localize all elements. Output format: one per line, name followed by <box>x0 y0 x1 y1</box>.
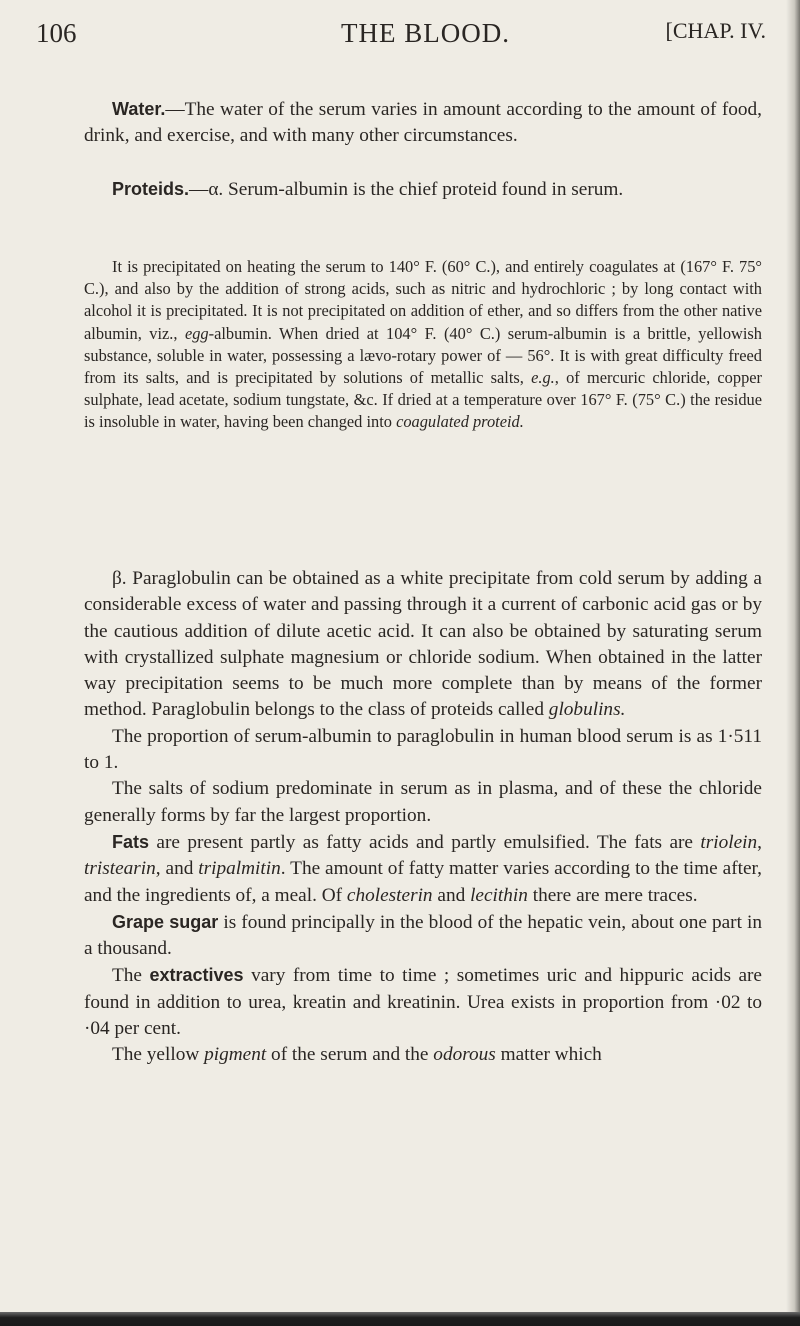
run-in-heading-extractives: extractives <box>149 965 244 986</box>
run-in-heading-proteids: Proteids. <box>112 179 190 199</box>
paragraph-paraglobulin: β. Paraglobulin can be obtained as a white precipitate from cold serum by adding a considerable excess of water and passing through it a current of carbonic acid gas or by the cautious addition of dilute acetic acid. It can also be obtained by saturating serum with crystallized sulphate magnesium or chloride sodium. When obtained in the latter way precipitation seems to be much more complete than by means of the former method. Paraglobulin belongs to the class of proteids called globulins. <box>84 568 762 721</box>
small-print-paragraph: It is precipitated on heating the serum to 140° F. (60° C.), and entirely coagulates at (167° F. 75° C.), and also by the addition of strong acids, such as nitric and hydrochloric ; by long contact with alcohol it is precipitated. It is not precipitated on addition of ether, and so differs from the other native albumin, viz., egg-albumin. When dried at 104° F. (40° C.) serum-albumin is a brittle, yellowish substance, soluble in water, possessing a lævo-rotary power of — 56°. It is with great difficulty freed from its salts, and is precipitated by solutions of metallic salts, e.g., of mercuric chloride, copper sulphate, lead acetate, sodium tungstate, &c. If dried at a temperature over 167° F. (75° C.) the residue is insoluble in water, having been changed into coagulated proteid. <box>84 257 762 432</box>
paragraph-grape-sugar: Grape sugar is found principally in the blood of the hepatic vein, about one part in a thousand. <box>84 911 763 960</box>
paragraph-water: Water.—The water of the serum varies in amount according to the amount of food, drink, and exercise, and with many other circumstances. <box>84 99 762 147</box>
chapter-reference: [CHAP. IV. <box>665 18 766 43</box>
bottom-edge-rule <box>0 1312 800 1326</box>
run-in-heading-water: Water. <box>112 99 166 119</box>
run-in-heading-grape-sugar: Grape sugar <box>112 911 219 932</box>
paragraph-proteids: Proteids.—α. Serum-albumin is the chief proteid found in serum. <box>112 179 624 200</box>
page-header <box>36 16 766 50</box>
note-serum-albumin <box>84 256 762 434</box>
section-paraglobulin <box>84 566 762 1069</box>
page-number: 106 <box>36 18 77 48</box>
paragraph-fats: Fats are present partly as fatty acids and partly emulsified. The fats are triolein, tristearin, and tripalmitin. The amount of fatty matter varies according to the time after, and the ingredients of, a meal. Of cholesterin and lecithin there are mere traces. <box>84 831 762 906</box>
paragraph-salts: The salts of sodium predominate in serum as in plasma, and of these the chloride generally forms by far the largest proportion. <box>84 778 762 826</box>
running-title: THE BLOOD. <box>341 18 510 48</box>
paragraph-proportion: The proportion of serum-albumin to paraglobulin in human blood serum is as 1·511 to 1. <box>84 725 762 774</box>
section-water <box>84 96 762 150</box>
paragraph-extractives: The extractives vary from time to time ; sometimes uric and hippuric acids are found in addition to urea, kreatin and kreatinin. Urea exists in proportion from ·02 to ·04 per cent. <box>84 965 762 1040</box>
run-in-heading-fats: Fats <box>112 831 150 852</box>
section-proteids <box>84 176 762 203</box>
paragraph-pigment: The yellow pigment of the serum and the odorous matter which <box>112 1044 602 1066</box>
page-edge-shadow <box>786 0 800 1326</box>
